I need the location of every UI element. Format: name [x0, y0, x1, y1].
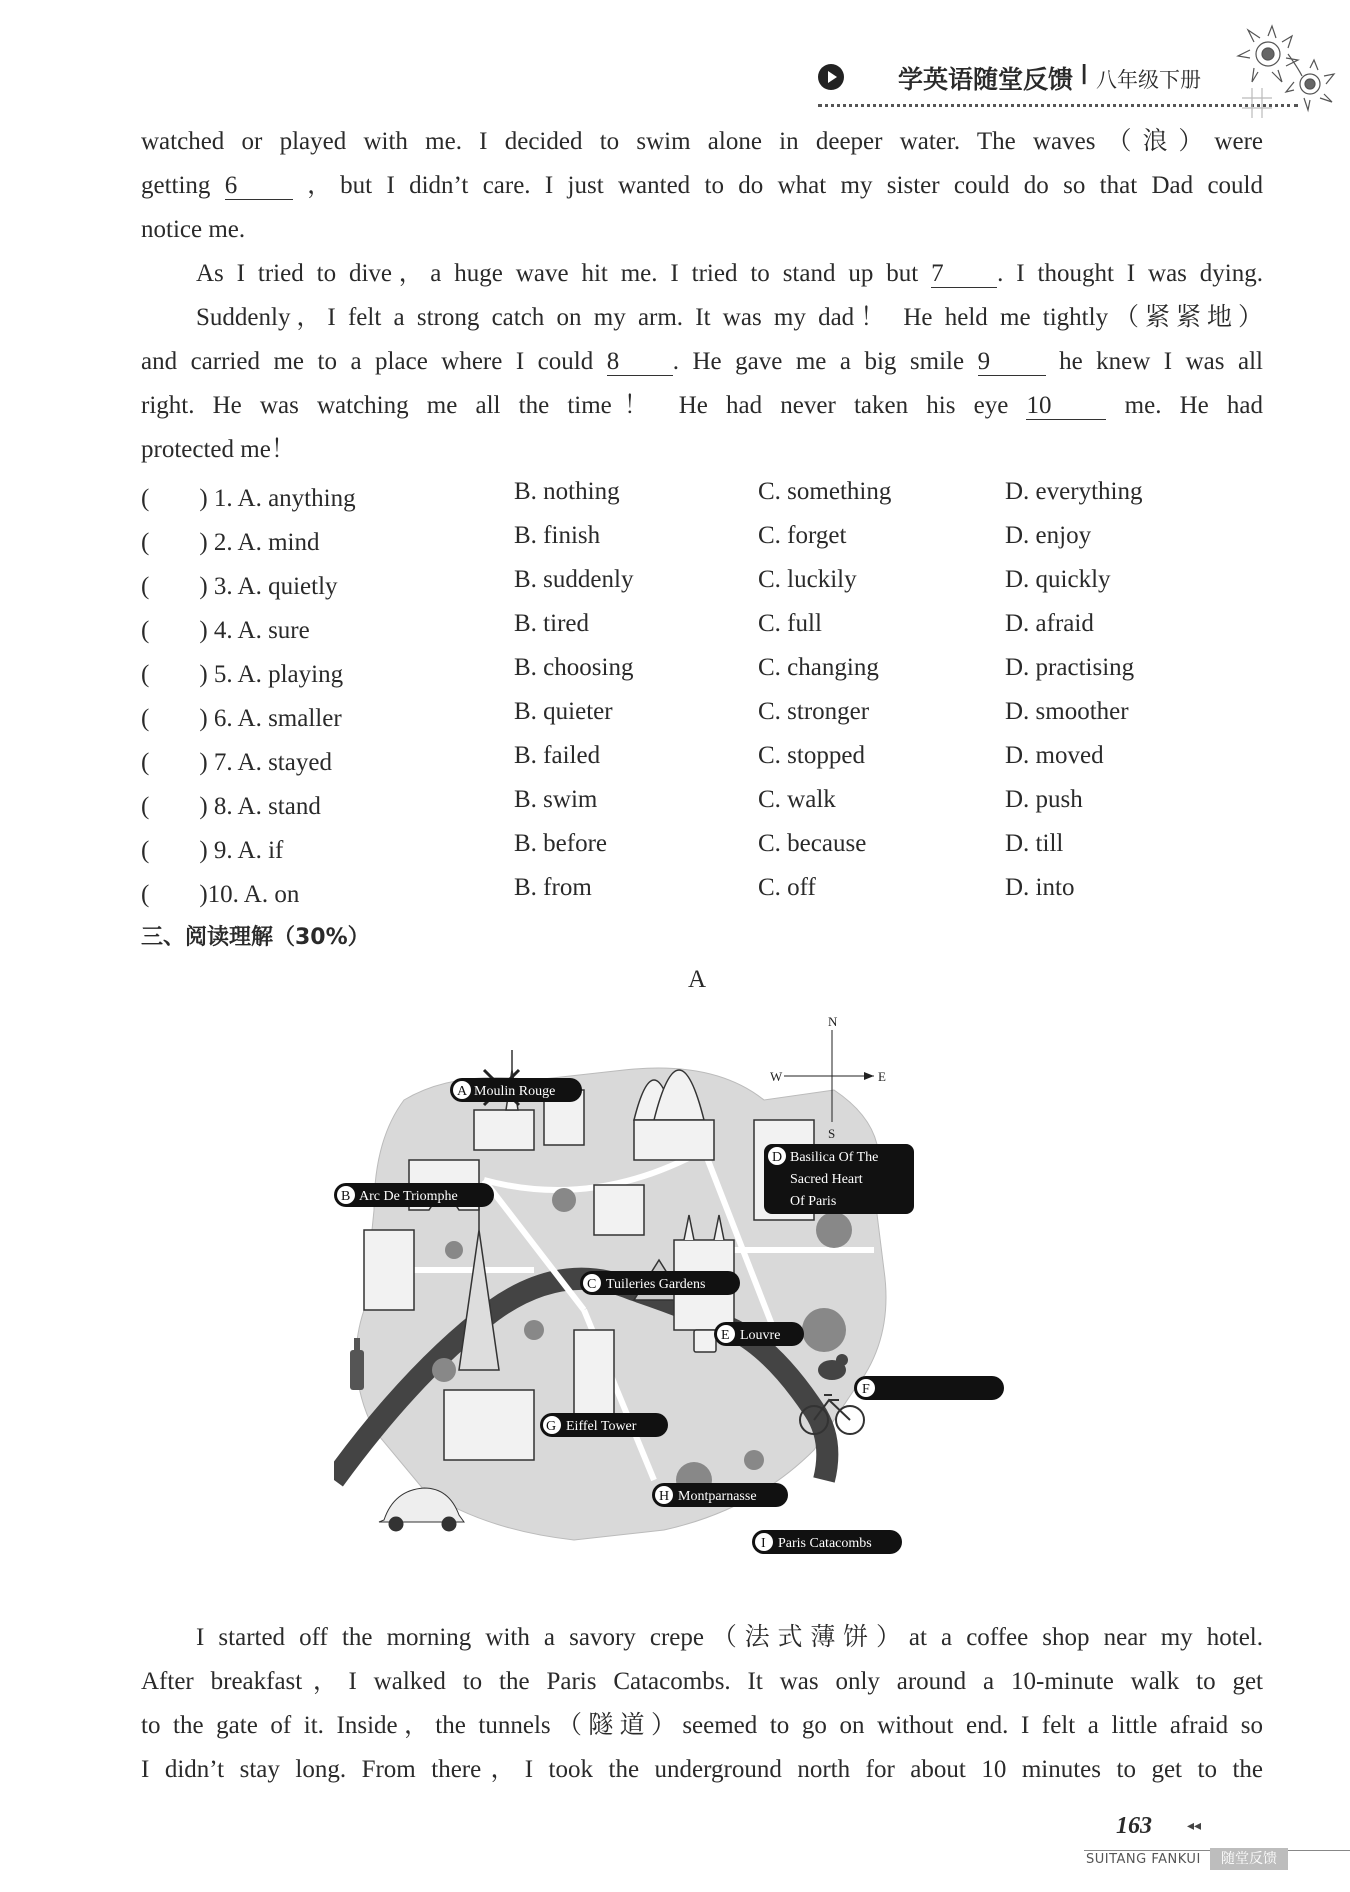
- book-title: 学英语随堂反馈: [898, 65, 1074, 94]
- blank-9[interactable]: 9: [978, 349, 1046, 376]
- label-text: Arc De Triomphe: [359, 1189, 458, 1204]
- page-header: [818, 58, 1238, 98]
- label-letter: E: [721, 1328, 730, 1343]
- label-text: Moulin Rouge: [474, 1084, 556, 1099]
- compass-w: W: [770, 1069, 783, 1084]
- option-b[interactable]: B. suddenly: [514, 566, 634, 593]
- label-text: Montparnasse: [678, 1489, 757, 1504]
- passage-text: getting: [141, 172, 211, 199]
- compass-n: N: [828, 1014, 838, 1029]
- option-c[interactable]: C. off: [758, 874, 816, 901]
- reading-passage-a: [141, 1616, 1263, 1792]
- passage-text: he knew I was all: [1059, 348, 1263, 375]
- option-a[interactable]: ( )10. A. on: [141, 881, 300, 908]
- option-a[interactable]: ( ) 3. A. quietly: [141, 573, 338, 600]
- play-icon: [818, 64, 844, 90]
- option-d[interactable]: D. smoother: [1005, 698, 1129, 725]
- option-b[interactable]: B. nothing: [514, 478, 620, 505]
- passage-text: me. He had: [1124, 392, 1264, 419]
- passage-line: Suddenly，I felt a strong catch on my arm. It was my dad！ He held me tightly（紧紧地）: [196, 304, 1263, 331]
- option-c[interactable]: C. stopped: [758, 742, 865, 769]
- compass-s: S: [828, 1126, 836, 1141]
- option-row-10: [141, 870, 1263, 914]
- header-separator: I: [1080, 58, 1089, 91]
- label-arc-de-triomphe[interactable]: [334, 1183, 494, 1207]
- passage-text: . He gave me a big smile: [672, 348, 965, 375]
- label-letter: H: [659, 1489, 670, 1504]
- option-row-3: [141, 562, 1263, 606]
- option-a[interactable]: ( ) 9. A. if: [141, 837, 284, 864]
- label-letter: A: [457, 1084, 468, 1099]
- option-d[interactable]: D. moved: [1005, 742, 1104, 769]
- option-b[interactable]: B. failed: [514, 742, 601, 769]
- option-d[interactable]: D. enjoy: [1005, 522, 1092, 549]
- passage-line: protected me！: [141, 436, 296, 463]
- label-louvre[interactable]: [714, 1322, 804, 1346]
- passage-line: After breakfast，I walked to the Paris Catacombs. It was only around a 10-minute walk to get: [141, 1668, 1263, 1695]
- header-dotted-rule: [818, 104, 1298, 107]
- passage-line: notice me.: [141, 216, 246, 243]
- label-text: Eiffel Tower: [566, 1419, 637, 1434]
- blank-7[interactable]: 7: [931, 261, 997, 288]
- option-c[interactable]: C. luckily: [758, 566, 857, 593]
- option-a[interactable]: ( ) 8. A. stand: [141, 793, 321, 820]
- option-b[interactable]: B. tired: [514, 610, 589, 637]
- compass-e: E: [878, 1069, 886, 1084]
- option-a[interactable]: ( ) 1. A. anything: [141, 485, 356, 512]
- option-a[interactable]: ( ) 6. A. smaller: [141, 705, 342, 732]
- passage-text: right. He was watching me all the time！ He had never taken his eye: [141, 392, 1009, 419]
- options-list: [141, 474, 1263, 914]
- option-a[interactable]: ( ) 7. A. stayed: [141, 749, 332, 776]
- option-b[interactable]: B. swim: [514, 786, 598, 813]
- option-c[interactable]: C. because: [758, 830, 867, 857]
- passage-line: to the gate of it. Inside，the tunnels（隧道）seemed to go on without end. I felt a little afraid so: [141, 1712, 1263, 1739]
- option-d[interactable]: D. practising: [1005, 654, 1135, 681]
- label-montparnasse[interactable]: [652, 1483, 788, 1507]
- label-letter: C: [587, 1277, 597, 1292]
- label-text: Sacred Heart: [790, 1172, 863, 1187]
- double-arrow-icon: ◂◂: [1187, 1819, 1202, 1834]
- option-row-5: [141, 650, 1263, 694]
- passage-line: I started off the morning with a savory crepe（法式薄饼）at a coffee shop near my hotel.: [196, 1624, 1263, 1651]
- label-text: Of Paris: [790, 1194, 837, 1209]
- label-moulin-rouge[interactable]: [450, 1078, 582, 1102]
- option-b[interactable]: B. quieter: [514, 698, 613, 725]
- option-c[interactable]: C. something: [758, 478, 892, 505]
- option-d[interactable]: D. everything: [1005, 478, 1143, 505]
- option-b[interactable]: B. from: [514, 874, 592, 901]
- part-label: A: [688, 966, 707, 993]
- footer-badge: 随堂反馈: [1210, 1848, 1288, 1870]
- option-row-4: [141, 606, 1263, 650]
- label-letter: I: [761, 1536, 766, 1551]
- option-row-2: [141, 518, 1263, 562]
- option-c[interactable]: C. forget: [758, 522, 847, 549]
- option-c[interactable]: C. stronger: [758, 698, 870, 725]
- option-row-9: [141, 826, 1263, 870]
- grade-label: 八年级下册: [1096, 68, 1201, 92]
- option-d[interactable]: D. afraid: [1005, 610, 1094, 637]
- label-eiffel-tower[interactable]: [540, 1413, 668, 1437]
- passage-line: [141, 384, 1263, 428]
- label-letter: G: [546, 1419, 557, 1434]
- cloze-passage: [141, 120, 1263, 472]
- option-d[interactable]: D. into: [1005, 874, 1075, 901]
- blank-8[interactable]: 8: [607, 349, 673, 376]
- option-row-8: [141, 782, 1263, 826]
- option-d[interactable]: D. till: [1005, 830, 1064, 857]
- label-letter: D: [772, 1150, 783, 1165]
- passage-text: As I tried to dive，a huge wave hit me. I tried to stand up but: [196, 260, 919, 287]
- label-tuileries-gardens[interactable]: [580, 1271, 740, 1295]
- option-d[interactable]: D. quickly: [1005, 566, 1111, 593]
- option-a[interactable]: ( ) 5. A. playing: [141, 661, 344, 688]
- page-number: 163: [1116, 1813, 1152, 1839]
- passage-line: [141, 252, 1263, 296]
- label-text: Louvre: [740, 1328, 781, 1343]
- label-text: Paris Catacombs: [778, 1536, 872, 1551]
- option-a[interactable]: ( ) 4. A. sure: [141, 617, 310, 644]
- option-a[interactable]: ( ) 2. A. mind: [141, 529, 320, 556]
- option-b[interactable]: B. before: [514, 830, 608, 857]
- passage-line: [141, 164, 1263, 208]
- option-b[interactable]: B. choosing: [514, 654, 634, 681]
- label-text: Basilica Of The: [790, 1150, 879, 1165]
- passage-line: I didn’t stay long. From there，I took the underground north for about 10 minutes to get to the: [141, 1756, 1263, 1783]
- option-b[interactable]: B. finish: [514, 522, 601, 549]
- label-letter: F: [862, 1382, 870, 1397]
- passage-line: watched or played with me. I decided to swim alone in deeper water. The waves（浪）were: [141, 128, 1263, 155]
- option-c[interactable]: C. walk: [758, 786, 836, 813]
- option-row-6: [141, 694, 1263, 738]
- label-basilica-sacred-heart[interactable]: [764, 1144, 914, 1214]
- label-text: Tuileries Gardens: [606, 1277, 706, 1292]
- passage-line: [141, 340, 1263, 384]
- passage-text: . I thought I was dying.: [997, 260, 1264, 287]
- option-d[interactable]: D. push: [1005, 786, 1083, 813]
- passage-text: ，but I didn’t care. I just wanted to do what my sister could do so that Dad could: [307, 172, 1263, 199]
- sunflower-decoration-icon: [1232, 18, 1340, 128]
- option-c[interactable]: C. full: [758, 610, 822, 637]
- passage-text: and carried me to a place where I could: [141, 348, 594, 375]
- paris-map: [334, 1010, 1054, 1576]
- blank-6[interactable]: 6: [225, 173, 293, 200]
- label-f[interactable]: [854, 1376, 1004, 1400]
- option-c[interactable]: C. changing: [758, 654, 879, 681]
- option-row-1: [141, 474, 1263, 518]
- section-title: 三、阅读理解（30%）: [141, 925, 370, 950]
- blank-10[interactable]: 10: [1026, 393, 1106, 420]
- label-letter: B: [341, 1189, 351, 1204]
- footer-pinyin: SUITANG FANKUI: [1086, 1852, 1201, 1867]
- label-paris-catacombs[interactable]: [752, 1530, 902, 1554]
- option-row-7: [141, 738, 1263, 782]
